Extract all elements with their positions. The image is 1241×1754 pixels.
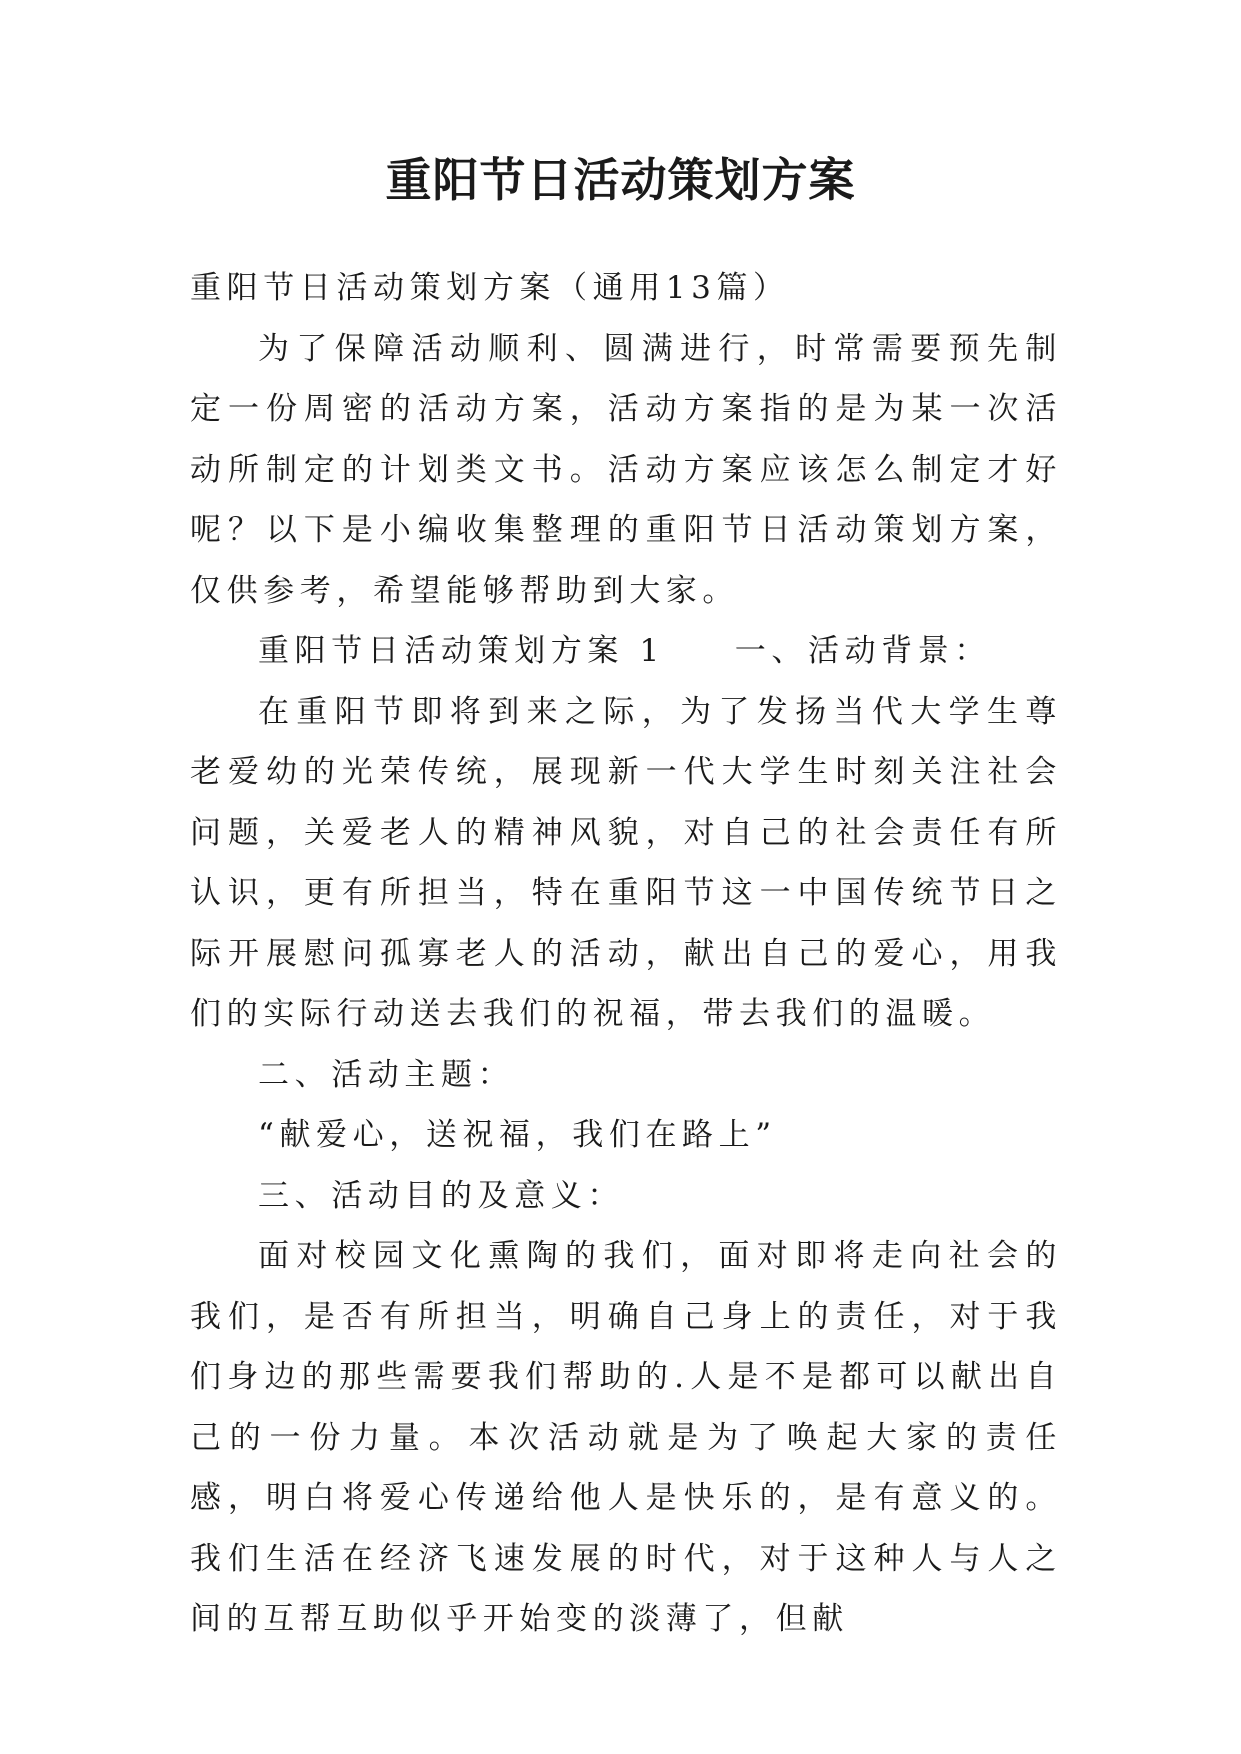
section1-heading: 一、活动背景：: [734, 633, 991, 669]
section2-heading: 二、活动主题：: [258, 1056, 515, 1093]
subtitle-paragraph: 重阳节日活动策划方案（通用13篇）: [190, 270, 790, 306]
section3-paragraph: 面对校园文化熏陶的我们，面对即将走向社会的我们，是否有所担当，明确自己身上的责任，对于我们身边的那些需要我们帮助的.人是不是都可以献出自己的一份力量。本次活动就是为了唤起大家的责任感，明白将爱心传递给他人是快乐的，是有意义的。我们生活在经济飞速发展的时代，对于这种人与人之间的互帮互助似乎开始变的淡薄了，但献: [190, 1238, 1062, 1637]
plan-heading: 重阳节日活动策划方案 1: [258, 633, 665, 669]
intro-paragraph: 为了保障活动顺利、圆满进行，时常需要预先制定一份周密的活动方案，活动方案指的是为某一次活动所制定的计划类文书。活动方案应该怎么制定才好呢？以下是小编收集整理的重阳节日活动策划方案，仅供参考，希望能够帮助到大家。: [190, 330, 1062, 609]
section3-heading: 三、活动目的及意义：: [258, 1177, 624, 1214]
section2-theme: “献爱心，送祝福，我们在路上”: [258, 1117, 777, 1153]
section1-paragraph: 在重阳节即将到来之际，为了发扬当代大学生尊老爱幼的光荣传统，展现新一代大学生时刻关注社会问题，关爱老人的精神风貌，对自己的社会责任有所认识，更有所担当，特在重阳节这一中国传统节日之际开展慰问孤寡老人的活动，献出自己的爱心，用我们的实际行动送去我们的祝福，带去我们的温暖。: [190, 693, 1062, 1032]
plan-heading-line: [190, 621, 1062, 682]
document-body: [190, 258, 1062, 1650]
document-title: 重阳节日活动策划方案: [385, 153, 856, 207]
